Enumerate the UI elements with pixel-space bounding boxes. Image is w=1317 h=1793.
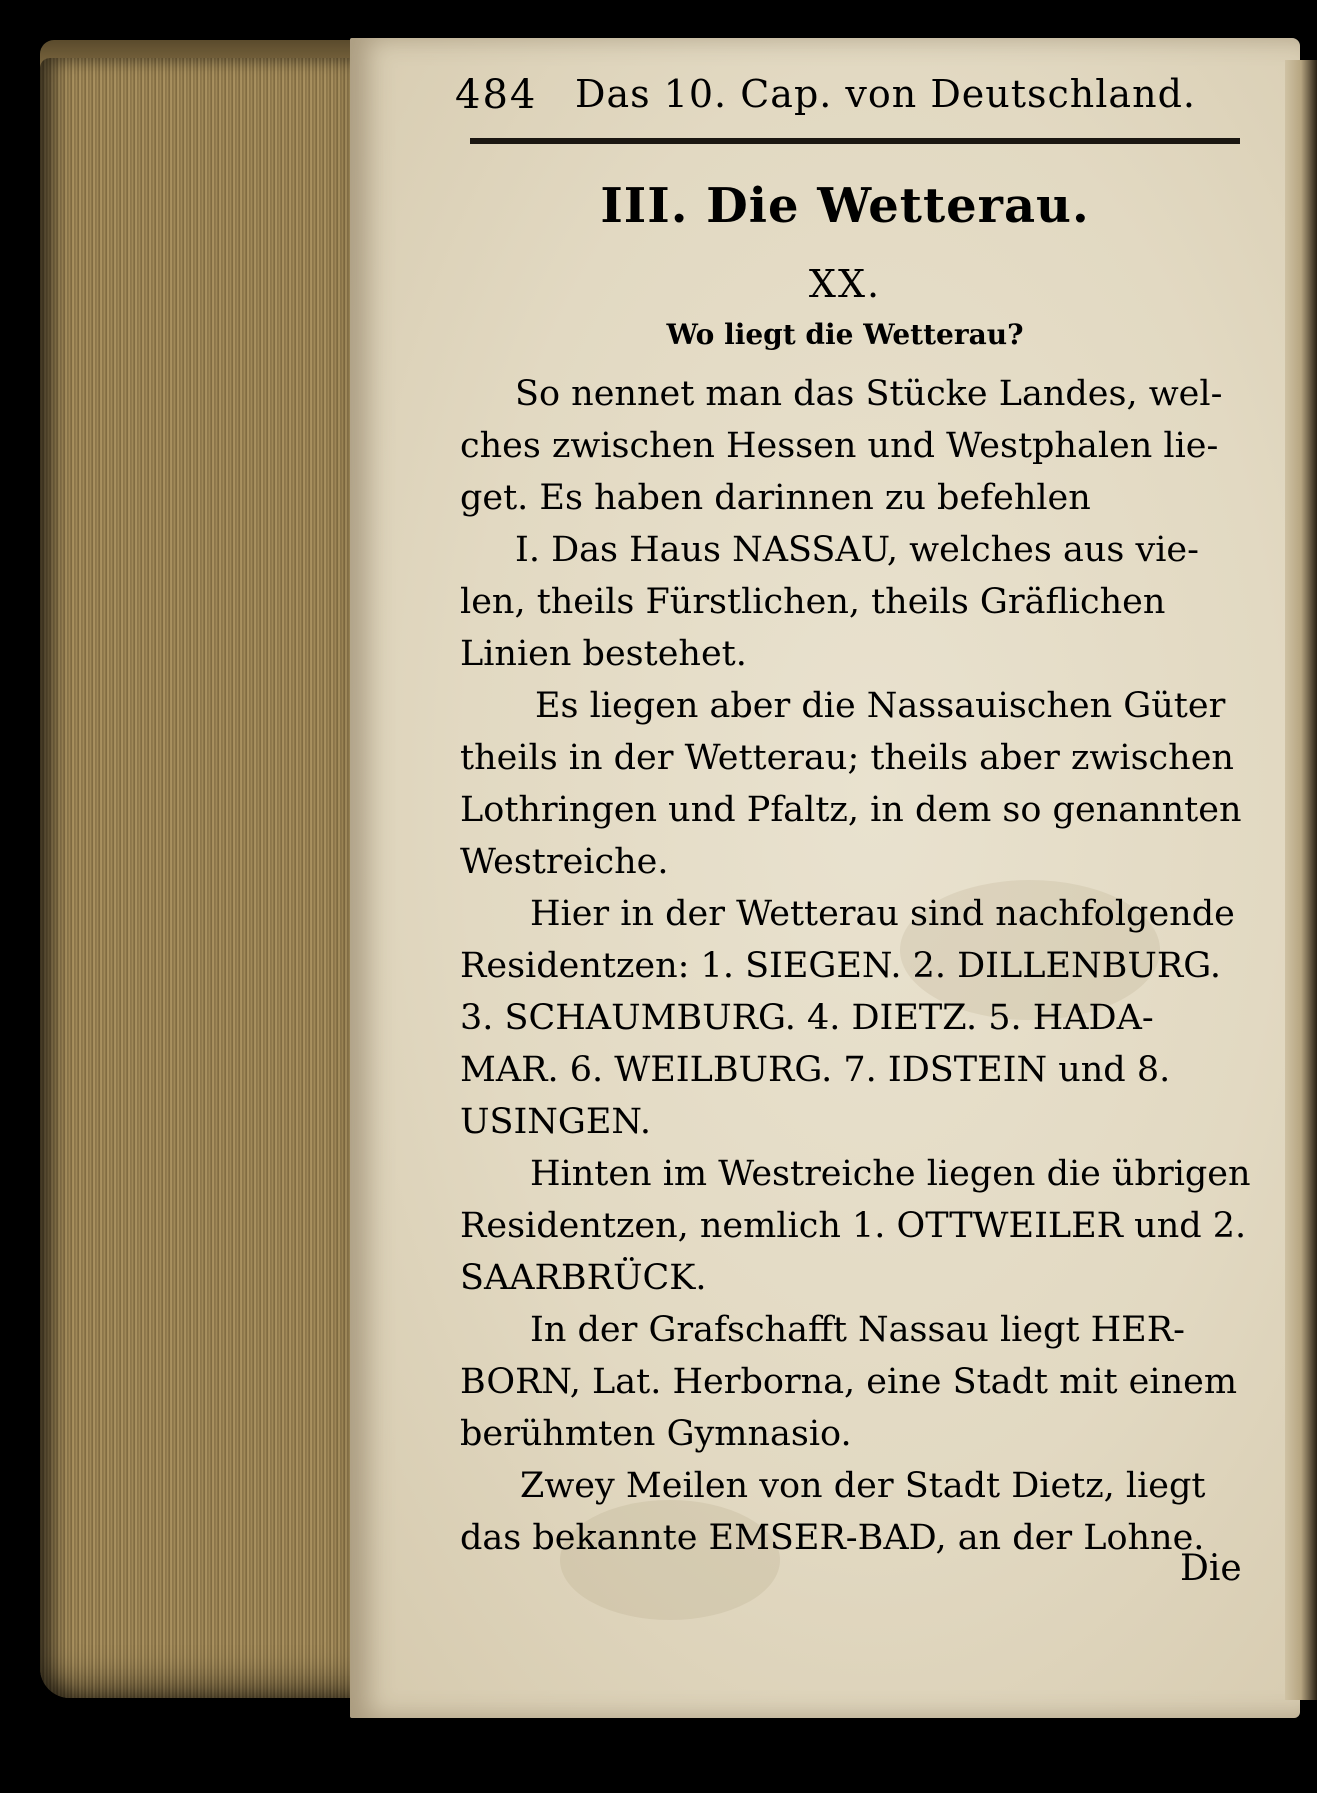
text-line: I. Das Haus NASSAU, welches aus vie- xyxy=(515,530,1199,570)
text-line: USINGEN. xyxy=(460,1102,651,1142)
text-line: berühmten Gymnasio. xyxy=(460,1414,852,1454)
text-line: Residentzen: 1. SIEGEN. 2. DILLENBURG. xyxy=(460,946,1222,986)
question-number: XX. xyxy=(808,262,882,306)
header-rule xyxy=(470,138,1240,144)
text-line: get. Es haben darinnen zu befehlen xyxy=(460,478,1091,518)
text-line: Lothringen und Pfaltz, in dem so genannten xyxy=(460,790,1242,830)
text-line: theils in der Wetterau; theils aber zwischen xyxy=(460,738,1234,778)
text-line: ches zwischen Hessen und Westphalen lie- xyxy=(460,426,1219,466)
text-line: das bekannte EMSER-BAD, an der Lohne. xyxy=(460,1518,1205,1558)
text-line: SAARBRÜCK. xyxy=(460,1258,707,1298)
page-header xyxy=(455,72,1235,132)
text-line: In der Grafschafft Nassau liegt HER- xyxy=(530,1310,1185,1350)
text-line: Hinten im Westreiche liegen die übrigen xyxy=(530,1154,1251,1194)
section-title: III. Die Wetterau. xyxy=(600,178,1090,234)
text-line: MAR. 6. WEILBURG. 7. IDSTEIN und 8. xyxy=(460,1050,1171,1090)
question-heading: Wo liegt die Wetterau? xyxy=(666,318,1024,351)
text-line: Zwey Meilen von der Stadt Dietz, liegt xyxy=(520,1466,1206,1506)
text-line: Hier in der Wetterau sind nachfolgende xyxy=(530,894,1235,934)
text-line: Westreiche. xyxy=(460,842,669,882)
running-head: Das 10. Cap. von Deutschland. xyxy=(575,72,1196,116)
text-line: len, theils Fürstlichen, theils Gräflichen xyxy=(460,582,1166,622)
text-line: BORN, Lat. Herborna, eine Stadt mit einem xyxy=(460,1362,1238,1402)
page-number: 484 xyxy=(455,72,538,118)
book-fore-edge xyxy=(40,58,360,1698)
text-line: Residentzen, nemlich 1. OTTWEILER und 2. xyxy=(460,1206,1247,1246)
text-line: So nennet man das Stücke Landes, wel- xyxy=(515,374,1223,414)
text-line: Linien bestehet. xyxy=(460,634,747,674)
text-line: 3. SCHAUMBURG. 4. DIETZ. 5. HADA- xyxy=(460,998,1154,1038)
text-line: Es liegen aber die Nassauischen Güter xyxy=(535,686,1226,726)
catchword: Die xyxy=(1180,1548,1242,1589)
book-gutter xyxy=(1285,60,1317,1700)
